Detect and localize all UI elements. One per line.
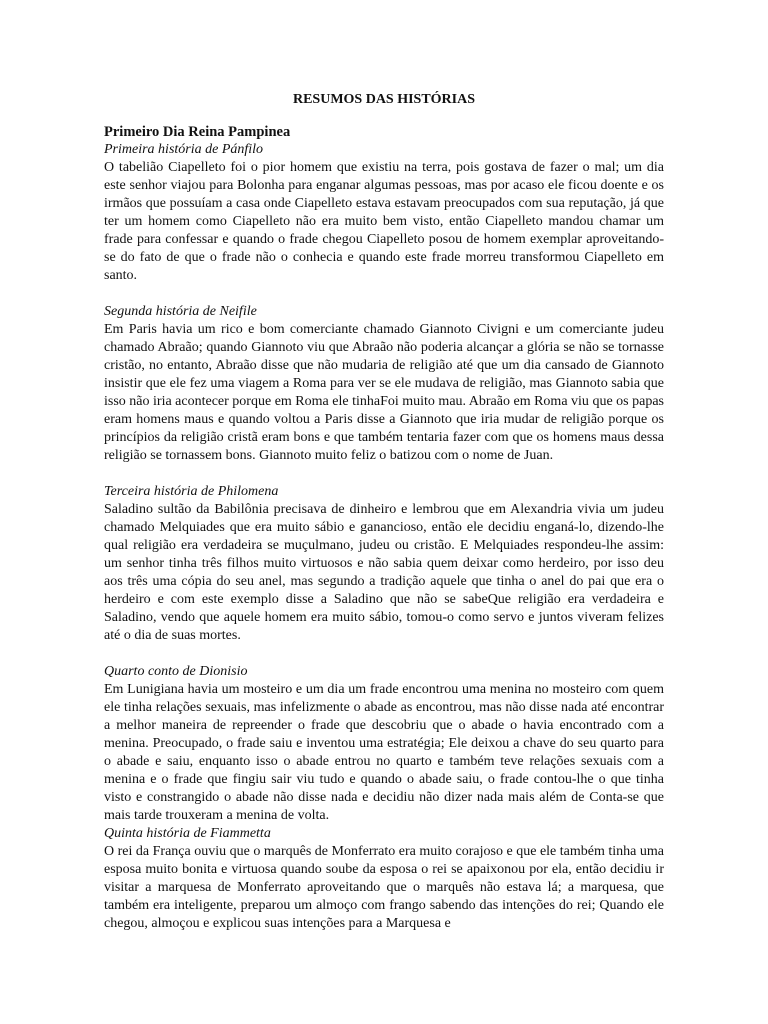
story-body: Saladino sultão da Babilônia precisava de dinheiro e lembrou que em Alexandria vivia um judeu chamado Melquiades que era muito sábio e ganancioso, então ele decidiu enganá-lo, dizendo-lhe qual religião era verdadeira se muçulmano, judeu ou cristão. E Melquiades respondeu-lhe assim: um senhor tinha três filhos muito virtuosos e não sabia quem deixar como herdeiro, por isso deu aos três uma cópia do seu anel, mas segundo a tradição aquele que tinha o anel do pai que era o herdeiro e com este exemplo disse a Saladino que não se sabeQue religião era verdadeira e Saladino, vendo que aquele homem era muito sábio, tomou-o como servo e juntos viveram felizes até o dia de suas mortes. bbox=[104, 502, 664, 643]
document-title: RESUMOS DAS HISTÓRIAS bbox=[292, 92, 476, 107]
story-title: Quarto conto de Dionisio bbox=[104, 664, 248, 679]
document-page bbox=[104, 91, 664, 933]
story-body: Em Lunigiana havia um mosteiro e um dia um frade encontrou uma menina no mosteiro com quem ele tinha relações sexuais, mas infelizmente o abade as encontrou, mas não disse nada até encontrar a melhor maneira de repreender o frade que descobriu que o abade o havia encontrado com a menina. Preocupado, o frade saiu e inventou uma estratégia; Ele deixou a chave do seu quarto para o abade e saiu, enquanto isso o abade entrou no quarto e também teve relações sexuais com a menina e o frade que fingiu sair viu tudo e quando o abade saiu, o frade contou-lhe o que tinha visto e constrangido o abade não disse nada e decidiu não dizer nada mais além de Conta-se que mais tarde trouxeram a menina de volta. bbox=[104, 682, 664, 823]
story-body: O rei da França ouviu que o marquês de Monferrato era muito corajoso e que ele também tinha uma esposa muito bonita e virtuosa quando soube da esposa o rei se apaixonou por ela, então decidiu ir visitar a marquesa de Monferrato aproveitando que o marquês não estava lá; a marquesa, que também era inteligente, preparou um almoço com frango sabendo das intenções do rei; Quando ele chegou, almoçou e explicou suas intenções para a Marquesa e bbox=[104, 844, 664, 931]
story-body: O tabelião Ciapelleto foi o pior homem que existiu na terra, pois gostava de fazer o mal; um dia este senhor viajou para Bolonha para enganar algumas pessoas, mas por acaso ele ficou doente e os irmãos que possuíam a casa onde Ciapelleto estava estavam preocupados com sua reputação, já que ter um homem como Ciapelleto não era muito bem visto, então Ciapelleto mandou chamar um frade para confessar e quando o frade chegou Ciapelleto posou de homem exemplar aproveitando-se do fato de que o frade não o conhecia e quando este frade morreu transformou Ciapelleto em santo. bbox=[104, 160, 664, 283]
story-2 bbox=[104, 303, 664, 465]
story-4 bbox=[104, 663, 664, 825]
story-body: Em Paris havia um rico e bom comerciante chamado Giannoto Civigni e um comerciante judeu chamado Abraão; quando Giannoto viu que Abraão não poderia alcançar a glória se não se tornasse cristão, no entanto, Abraão disse que não mudaria de religião até que um dia cansado de Giannoto insistir que ele fez uma viagem a Roma para ver se ele mudava de religião, mas Giannoto sabia que isso não iria acontecer porque em Roma ele tinhaFoi muito mau. Abraão em Roma viu que os papas eram homens maus e quando voltou a Paris disse a Giannoto que iria mudar de religião porque os princípios da religião cristã eram bons e que também tentaria fazer com que os homens maus dessa religião se tornassem bons. Giannoto muito feliz o batizou com o nome de Juan. bbox=[104, 322, 664, 463]
story-5 bbox=[104, 825, 664, 933]
story-title: Quinta história de Fiammetta bbox=[104, 826, 271, 841]
story-title: Primeira história de Pánfilo bbox=[104, 142, 264, 157]
story-title: Terceira história de Philomena bbox=[104, 484, 279, 499]
story-1 bbox=[104, 141, 664, 285]
story-3 bbox=[104, 483, 664, 645]
day-heading: Primeiro Dia Reina Pampinea bbox=[104, 124, 291, 140]
story-title: Segunda história de Neifile bbox=[104, 304, 257, 319]
